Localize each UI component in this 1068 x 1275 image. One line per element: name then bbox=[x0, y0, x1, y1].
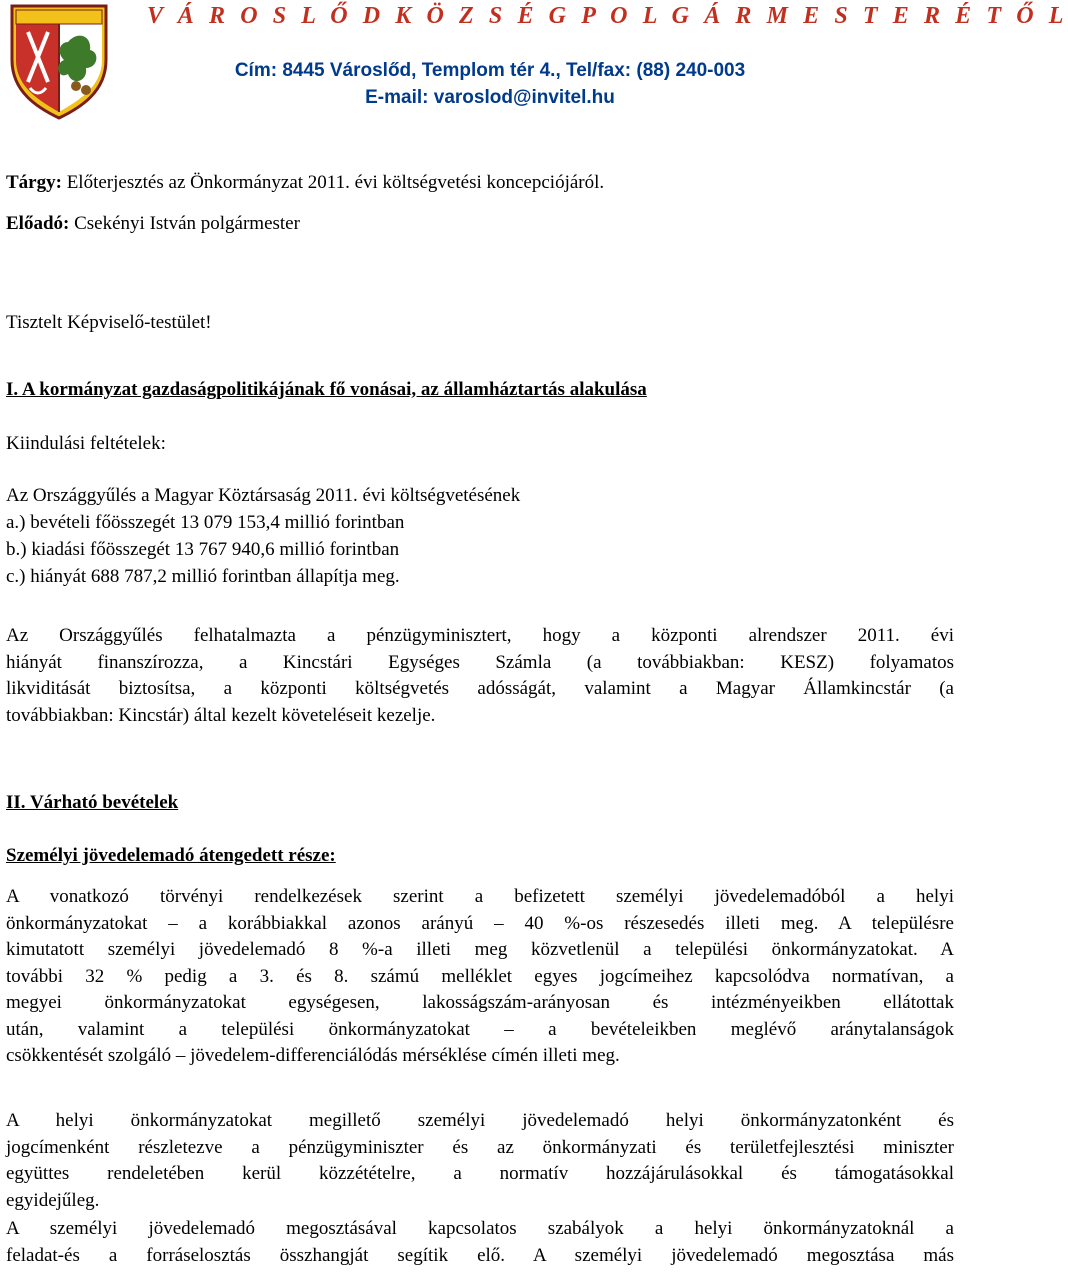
section-2-heading: II. Várható bevételek bbox=[6, 792, 179, 813]
email-line: E-mail: varoslod@invitel.hu bbox=[365, 87, 615, 108]
section-2-paragraph-1 bbox=[6, 884, 954, 1070]
address-line: Cím: 8445 Városlőd, Templom tér 4., Tel/fax: (88) 240-003 bbox=[234, 60, 746, 81]
paragraph-line: után, valamint a települési önkormányzatokat – a bevételeikben meglévő aránytalanságok bbox=[6, 1018, 954, 1040]
salutation: Tisztelt Képviselő-testület! bbox=[6, 312, 212, 333]
presenter-line bbox=[6, 213, 300, 235]
paragraph-line: megyei önkormányzatokat egységesen, lakosságszám-arányosan és intézményeikben ellátottak bbox=[6, 992, 954, 1013]
section-1-paragraph bbox=[6, 623, 954, 729]
paragraph-line: feladat-és a forráselosztás összhangját segítik elő. A személyi jövedelemadó megosztása más bbox=[6, 1244, 954, 1266]
budget-intro: Az Országgyűlés a Magyar Köztársaság 2011. évi költségvetésének bbox=[6, 485, 521, 506]
budget-item-a: a.) bevételi főösszegét 13 079 153,4 millió forintban bbox=[6, 512, 405, 533]
section-1-heading: I. A kormányzat gazdaságpolitikájának fő vonásai, az államháztartás alakulása bbox=[6, 379, 647, 400]
section-1-subheading: Kiindulási feltételek: bbox=[6, 433, 166, 454]
presenter-label: Előadó: bbox=[6, 213, 70, 234]
section-2-paragraph-2 bbox=[6, 1108, 954, 1214]
paragraph-line: további 32 % pedig a 3. és 8. számú melléklet egyes jogcímeihez kapcsolódva normatívan, a bbox=[6, 965, 954, 987]
budget-item-c: c.) hiányát 688 787,2 millió forintban állapítja meg. bbox=[6, 566, 400, 587]
budget-item-b: b.) kiadási főösszegét 13 767 940,6 millió forintban bbox=[6, 539, 400, 560]
paragraph-line: A vonatkozó törvényi rendelkezések szerint a befizetett személyi jövedelemadóból a helyi bbox=[6, 886, 954, 907]
paragraph-line: továbbiakban: Kincstár) által kezelt követeléseit kezelje. bbox=[6, 704, 436, 726]
subject-label: Tárgy: bbox=[6, 172, 62, 193]
letterhead-title: V Á R O S L Ő D K Ö Z S É G P O L G Á R M E S T E R É T Ő L bbox=[147, 3, 1068, 29]
subject-text: Előterjesztés az Önkormányzat 2011. évi költségvetési koncepciójáról. bbox=[61, 172, 605, 193]
paragraph-line: hiányát finanszírozza, a Kincstári Egységes Számla (a továbbiakban: KESZ) folyamatos bbox=[6, 651, 954, 673]
presenter-text: Csekényi István polgármester bbox=[69, 213, 300, 234]
paragraph-line: együttes rendeletében kerül közzétételre, a normatív hozzájárulásokkal és támogatásokkal bbox=[6, 1163, 954, 1184]
paragraph-line: A helyi önkormányzatokat megillető személyi jövedelemadó helyi önkormányzatonként és bbox=[6, 1110, 954, 1131]
paragraph-line: likviditását biztosítsa, a központi költségvetés adósságát, valamint a Magyar Államkincstár (a bbox=[6, 678, 954, 699]
paragraph-line: jogcímenként részletezve a pénzügyminiszter és az önkormányzati és területfejlesztési miniszter bbox=[6, 1136, 954, 1158]
paragraph-line: A személyi jövedelemadó megosztásával kapcsolatos szabályok a helyi önkormányzatoknál a bbox=[6, 1218, 954, 1239]
paragraph-line: egyidejűleg. bbox=[6, 1189, 100, 1211]
subject-line bbox=[6, 172, 604, 194]
section-2-paragraph-3 bbox=[6, 1216, 954, 1269]
section-2-subheading: Személyi jövedelemadó átengedett része: bbox=[6, 845, 336, 866]
paragraph-line: Az Országgyűlés felhatalmazta a pénzügyminisztert, hogy a központi alrendszer 2011. évi bbox=[6, 625, 954, 646]
coat-of-arms-icon bbox=[8, 2, 110, 120]
paragraph-line: csökkentését szolgáló – jövedelem-differenciálódás mérséklése címén illeti meg. bbox=[6, 1045, 620, 1066]
paragraph-line: önkormányzatokat – a korábbiakkal azonos arányú – 40 %-os részesedés illeti meg. A településre bbox=[6, 912, 954, 934]
paragraph-line: kimutatott személyi jövedelemadó 8 %-a illeti meg közvetlenül a települési önkormányzatokat. A bbox=[6, 939, 954, 960]
